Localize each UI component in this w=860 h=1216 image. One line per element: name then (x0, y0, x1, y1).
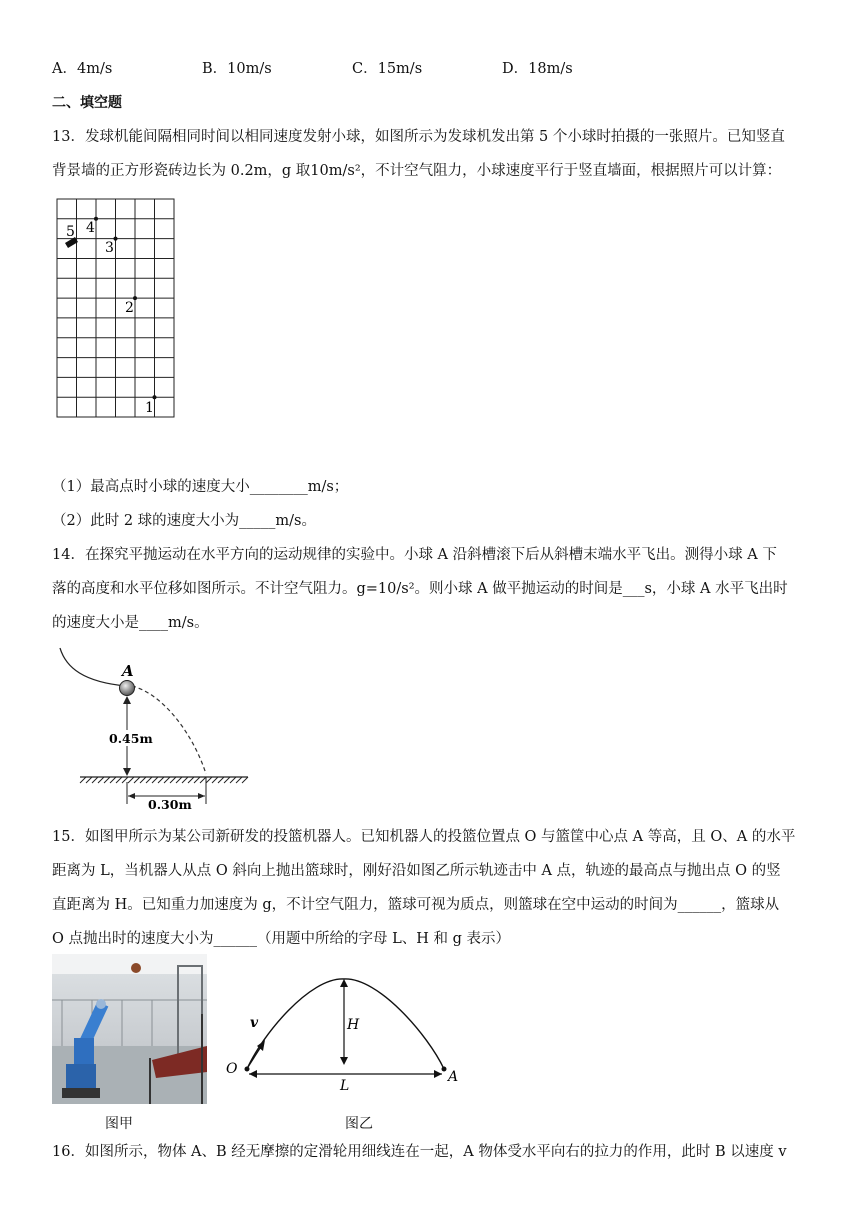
label-l: L (340, 1078, 350, 1094)
option-c-letter: C． (352, 61, 378, 77)
q15-line-3: 直距离为 H。已知重力加速度为 g，不计空气阻力，篮球可视为质点，则篮球在空中运动的时间为______，篮球从 (52, 897, 780, 913)
fig-yi-caption: 图乙 (345, 1116, 373, 1132)
q13-sub-1: （1）最高点时小球的速度大小________m/s； (52, 479, 349, 495)
q14-line-1: 14．在探究平抛运动在水平方向的运动规律的实验中。小球 A 沿斜槽滚下后从斜槽末端水平飞出。测得小球 A 下 (52, 547, 777, 563)
q14-line-3: 的速度大小是____m/s。 (52, 615, 209, 631)
ground-hatching (80, 777, 248, 783)
grid-label-5: 5 (66, 224, 75, 240)
option-a-letter: A． (52, 61, 77, 77)
option-a (52, 59, 112, 79)
q13-line-1: 13．发球机能间隔相同时间以相同速度发射小球，如图所示为发球机发出第 5 个小球时拍摄的一张照片。已知竖直 (52, 129, 785, 145)
q14-projectile-figure (56, 646, 256, 812)
parabola-trajectory (247, 979, 444, 1069)
option-b (202, 59, 272, 79)
label-v: v (250, 1015, 259, 1031)
q14-line-2: 落的高度和水平位移如图所示。不计空气阻力。g=10/s²。则小球 A 做平抛运动的时间是___s，小球 A 水平飞出时 (52, 581, 788, 597)
label-h: H (347, 1017, 360, 1033)
fig-jia-caption: 图甲 (105, 1116, 133, 1132)
option-a-text: 4m/s (76, 61, 113, 77)
label-o: O (226, 1061, 238, 1077)
ball-1-dot (153, 395, 157, 399)
option-c-text: 15m/s (377, 61, 423, 77)
grid-label-1: 1 (145, 400, 154, 416)
ball-a (120, 681, 135, 696)
option-b-letter: B． (202, 61, 228, 77)
ramp-curve (60, 648, 126, 686)
label-a: A (122, 662, 134, 680)
ball-3-dot (114, 237, 118, 241)
grid-label-4: 4 (86, 220, 95, 236)
grid-label-2: 2 (125, 300, 134, 316)
q13-line-2: 背景墙的正方形瓷砖边长为 0.2m，g 取10m/s²，不计空气阻力，小球速度平行于竖直墙面，根据照片可以计算： (52, 163, 782, 179)
basketball (131, 963, 141, 973)
point-a (442, 1067, 447, 1072)
width-label: 0.30m (148, 797, 192, 812)
point-o (245, 1067, 250, 1072)
q13-tile-grid-figure (56, 198, 176, 420)
label-a-point: A (448, 1069, 459, 1085)
option-d-letter: D． (502, 61, 529, 77)
q13-sub-2: （2）此时 2 球的速度大小为_____m/s。 (52, 513, 316, 529)
option-c (352, 59, 422, 79)
option-d-text: 18m/s (528, 61, 573, 77)
q15-line-1: 15．如图甲所示为某公司新研发的投篮机器人。已知机器人的投篮位置点 O 与篮筐中心点 A 等高，且 O、A 的水平 (52, 829, 796, 845)
q15-line-2: 距离为 L，当机器人从点 O 斜向上抛出篮球时，刚好沿如图乙所示轨迹击中 A 点，轨迹的最高点与抛出点 O 的竖 (52, 863, 781, 879)
trajectory-diagram (222, 965, 467, 1095)
q16-line-1: 16．如图所示，物体 A、B 经无摩擦的定滑轮用细线连在一起，A 物体受水平向右的拉力的作用，此时 B 以速度 v (52, 1144, 787, 1160)
option-b-text: 10m/s (227, 61, 272, 77)
height-label: 0.45m (109, 731, 153, 746)
section-heading: 二、填空题 (52, 95, 122, 111)
robot-photo (52, 954, 207, 1104)
option-d (502, 59, 573, 79)
grid-label-3: 3 (105, 240, 114, 256)
q15-line-4: O 点抛出时的速度大小为______（用题中所给的字母 L、H 和 g 表示） (52, 931, 510, 947)
